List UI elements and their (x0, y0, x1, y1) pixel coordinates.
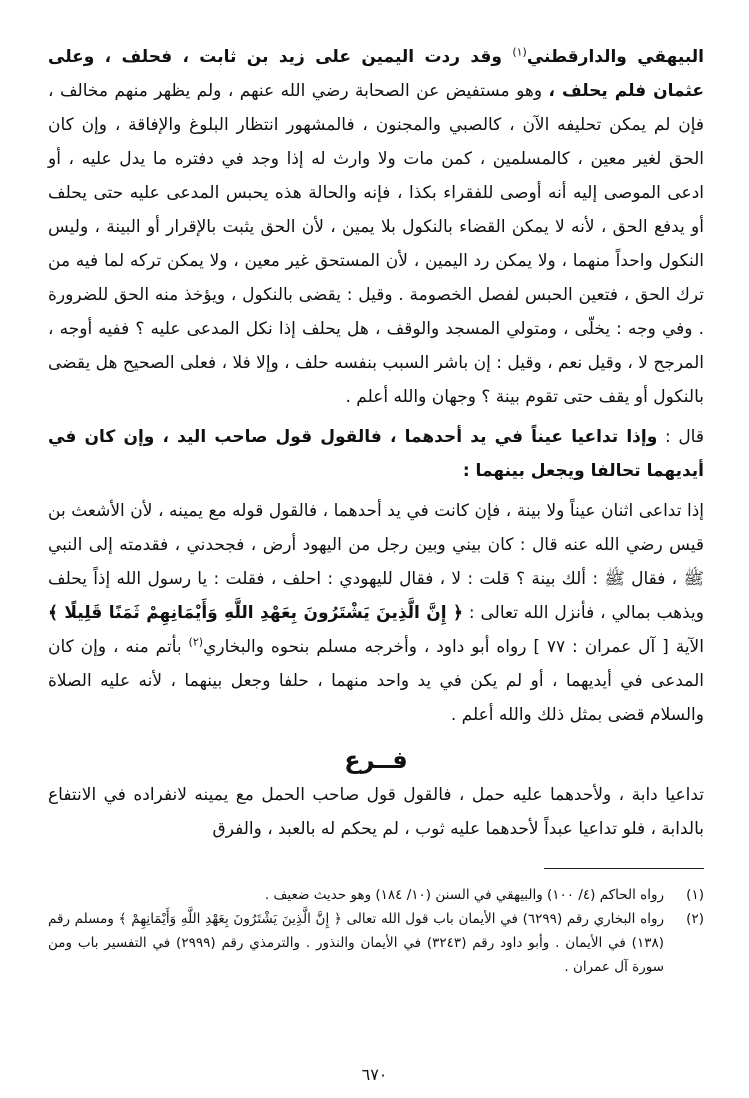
page-body (48, 40, 704, 1080)
footnote-ref-2[interactable]: (٢) (188, 635, 204, 649)
paragraph-3 (48, 778, 704, 846)
paragraph-2-text-c: بأتم منه ، وإن كان المدعى في أيديهما ، أو لم يكن في يد واحد منهما ، حلفا وجعل بينهما ، لأنه عليه الصلاة والسلام قضى بمثل ذلك والله أعلم . (48, 637, 704, 725)
paragraph-1 (48, 40, 704, 414)
footnote-ref-1[interactable]: (١) (512, 45, 527, 59)
footnote-1-text: رواه الحاكم (٤/ ١٠٠) والبيهقي في السنن (١٠/ ١٨٤) وهو حديث ضعيف . (264, 887, 664, 903)
footnote-1 (48, 883, 704, 907)
paragraph-3-text: تداعيا دابة ، ولأحدهما عليه حمل ، فالقول قول صاحب الحمل مع يمينه لانفراده في الانتفاع بالدابة ، فلو تداعيا عبداً لأحدهما عليه ثوب ، لم يحكم له بالعبد ، والفرق (48, 785, 704, 839)
matn-text: وإذا تداعيا عيناً في يد أحدهما ، فالقول قول صاحب اليد ، وإن كان في أيديهما تحالفا ويجعل بينهما : (48, 427, 704, 481)
paragraph-2 (48, 494, 704, 732)
footnote-2-number: (٢) (686, 911, 704, 927)
paragraph-1-bold-after-ref: وقد ردت اليمين على زيد بن ثابت ، فحلف ، وعلى عثمان فلم يحلف ، (48, 47, 704, 101)
footnote-2 (48, 907, 704, 979)
paragraph-2-text-b: الآية [ آل عمران : ٧٧ ] رواه أبو داود ، وأخرجه مسلم بنحوه والبخاري (203, 637, 704, 657)
paragraph-2-text-a: إذا تداعى اثنان عيناً ولا بينة ، فإن كانت في يد أحدهما ، فالقول قوله مع يمينه ، لأن الأشعث بن قيس رضي الله عنه قال : كان بيني وبين رجل من اليهود أرض ، فجحدني ، فقدمته إلى النبي ﷺ ، فقال ﷺ : ألك بينة ؟ قلت : لا ، فقال لليهودي : احلف ، فقلت : يا رسول الله إذاً يحلف ويذهب بمالي ، فأنزل الله تعالى : (48, 501, 704, 623)
footnote-divider (544, 868, 704, 869)
matn-label: قال : (657, 427, 704, 447)
paragraph-1-bold-start: البيهقي والدارقطني (526, 47, 704, 67)
paragraph-1-text: وهو مستفيض عن الصحابة رضي الله عنهم ، ولم يظهر منهم مخالف ، فإن لم يمكن تحليفه الآن ، كالصبي والمجنون ، فالمشهور انتظار البلوغ والإفاقة ، وإن كان الحق لغير معين ، كالمسلمين ، كمن مات ولا وارث له إذا وجد في دفتره ما يدل عليه ، أو ادعى الموصى إليه أنه أوصى للفقراء بكذا ، فإنه والحالة هذه يحبس المدعى عليه حتى يحلف أو يدفع الحق ، لأنه لا يمكن القضاء بالنكول بلا يمين ، لأن الحق يثبت بالإقرار أو البينة ، وليس النكول واحداً منهما ، ولا يمكن رد اليمين ، لأن المستحق غير معين ، ولا يمكن تركه لما فيه من ترك الحق ، فتعين الحبس لفصل الخصومة . وقيل : يقضى بالنكول ، ويؤخذ منه الحق للضرورة . وفي وجه : يخلّى ، ومتولي المسجد والوقف ، هل يحلف إذا نكل المدعى عليه ؟ ففيه أوجه ، المرجح لا ، وقيل نعم ، وقيل : إن باشر السبب بنفسه حلف ، وإلا فلا ، فعلى الصحيح هل يقضى بالنكول أو يقف حتى تقوم بينة ؟ وجهان والله أعلم . (48, 81, 704, 407)
quran-verse: ﴿ إِنَّ الَّذِينَ يَشْتَرُونَ بِعَهْدِ اللَّهِ وَأَيْمَانِهِمْ ثَمَنًا قَلِيلًا ﴾ (48, 603, 463, 623)
matn-paragraph (48, 420, 704, 488)
footnote-1-number: (١) (686, 887, 704, 903)
section-heading: فــرع (344, 746, 408, 774)
footnote-2-text: رواه البخاري رقم (٦٢٩٩) في الأيمان باب قول الله تعالى ﴿ إِنَّ الَّذِينَ يَشْتَرُونَ بِعَهْدِ اللَّهِ وَأَيْمَانِهِمْ ﴾ ومسلم رقم (١٣٨) في الأيمان . وأبو داود رقم (٣٢٤٣) في الأيمان والنذور . والترمذي رقم (٢٩٩٩) في التفسير باب ومن سورة آل عمران . (48, 911, 664, 975)
page-number: ٦٧٠ (361, 1065, 388, 1084)
